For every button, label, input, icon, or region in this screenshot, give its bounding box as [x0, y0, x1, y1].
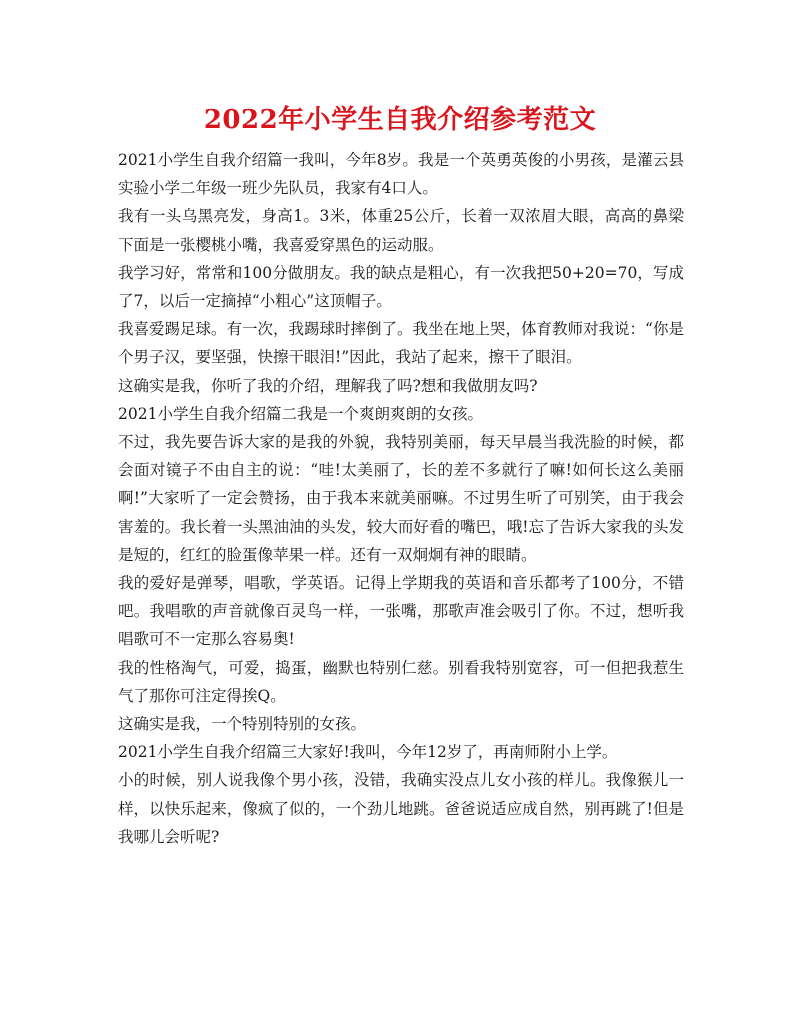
paragraph: 我的爱好是弹琴，唱歌，学英语。记得上学期我的英语和音乐都考了100分，不错吧。我唱歌的声音就像百灵鸟一样，一张嘴，那歌声准会吸引了你。不过，想听我唱歌可不一定那么容易奥!	[118, 574, 684, 649]
paragraph: 我有一头乌黑亮发，身高1。3米，体重25公斤，长着一双浓眉大眼，高高的鼻梁下面是一张樱桃小嘴，我喜爱穿黑色的运动服。	[118, 207, 684, 254]
paragraph: 这确实是我，你听了我的介绍，理解我了吗?想和我做朋友吗?	[118, 376, 538, 395]
paragraph: 2021小学生自我介绍篇二我是一个爽朗爽朗的女孩。	[118, 404, 483, 423]
paragraph: 2021小学生自我介绍篇三大家好!我叫，今年12岁了，再南师附小上学。	[118, 743, 618, 762]
document-body	[118, 146, 684, 851]
paragraph: 我喜爱踢足球。有一次，我踢球时摔倒了。我坐在地上哭，体育教师对我说：“你是个男子汉，要坚强，快擦干眼泪!”因此，我站了起来，擦干了眼泪。	[118, 320, 684, 367]
paragraph: 我的性格淘气，可爱，捣蛋，幽默也特别仁慈。别看我特别宽容，可一但把我惹生气了那你可注定得挨Q。	[118, 658, 684, 705]
paragraph: 2021小学生自我介绍篇一我叫，今年8岁。我是一个英勇英俊的小男孩，是灌云县实验小学二年级一班少先队员，我家有4口人。	[118, 151, 684, 198]
paragraph: 不过，我先要告诉大家的是我的外貌，我特别美丽，每天早晨当我洗脸的时候，都会面对镜子不由自主的说：“哇!太美丽了，长的差不多就行了嘛!如何长这么美丽啊!”大家听了一定会赞扬，由于我本来就美丽嘛。不过男生听了可别笑，由于我会害羞的。我长着一头黑油油的头发，较大而好看的嘴巴，哦!忘了告诉大家我的头发是短的，红红的脸蛋像苹果一样。还有一双炯炯有神的眼睛。	[118, 433, 684, 564]
page-title: 2022年小学生自我介绍参考范文	[203, 105, 597, 135]
paragraph: 这确实是我，一个特别特别的女孩。	[118, 715, 367, 734]
paragraph: 小的时候，别人说我像个男小孩，没错，我确实没点儿女小孩的样儿。我像猴儿一样，以快乐起来，像疯了似的，一个劲儿地跳。爸爸说适应成自然，别再跳了!但是我哪儿会听呢?	[118, 771, 684, 846]
paragraph: 我学习好，常常和100分做朋友。我的缺点是粗心，有一次我把50+20=70，写成了7，以后一定摘掉“小粗心”这顶帽子。	[118, 263, 684, 311]
